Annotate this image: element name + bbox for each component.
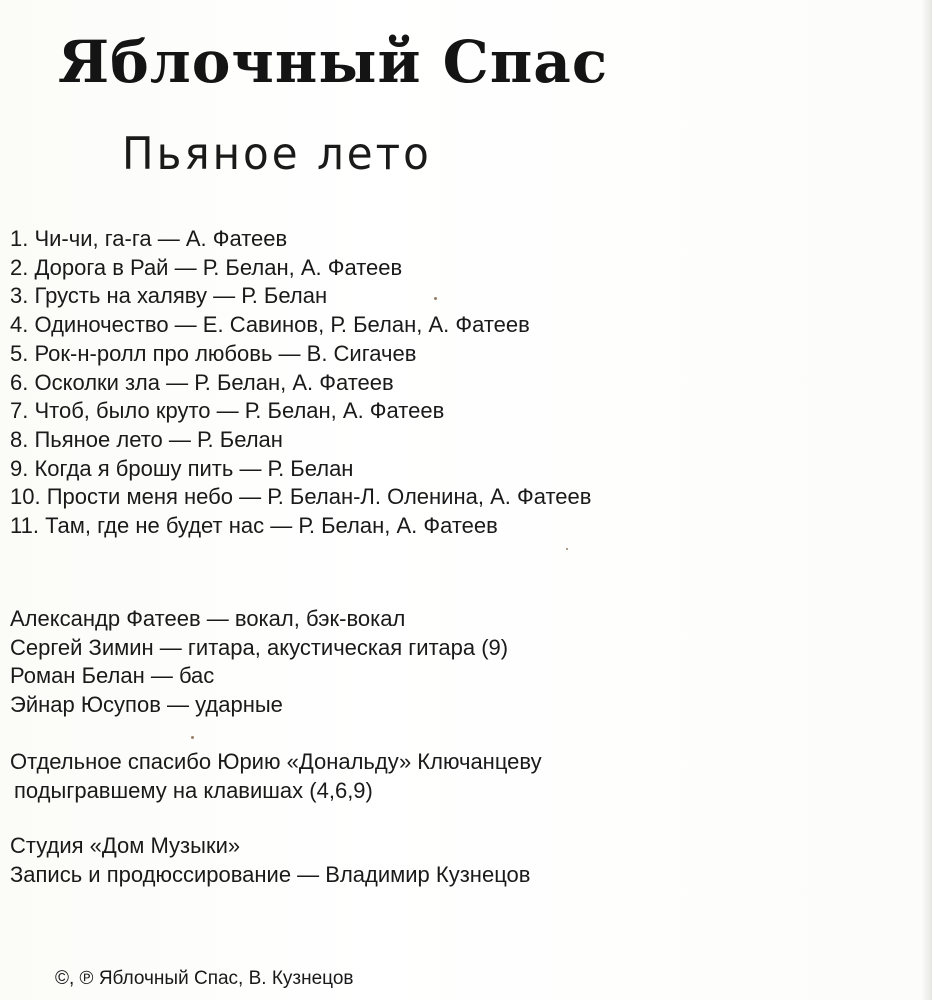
track-item: 10. Прости меня небо — Р. Белан-Л. Оленина, А. Фатеев <box>10 484 592 510</box>
tracklist <box>10 225 591 541</box>
paper-speck <box>434 297 437 300</box>
studio-credits <box>10 832 530 889</box>
paper-speck <box>566 548 568 550</box>
studio-name: Студия «Дом Музыки» <box>10 833 241 858</box>
track-item: 2. Дорога в Рай — Р. Белан, А. Фатеев <box>10 254 403 280</box>
lineup-member: Сергей Зимин — гитара, акустическая гитара (9) <box>10 634 509 660</box>
track-item: 6. Осколки зла — Р. Белан, А. Фатеев <box>10 369 394 395</box>
track-item: 7. Чтоб, было круто — Р. Белан, А. Фатеев <box>10 398 445 424</box>
track-item: 11. Там, где не будет нас — Р. Белан, А. Фатеев <box>10 513 498 539</box>
track-item: 1. Чи-чи, га-га — А. Фатеев <box>10 226 288 251</box>
band-lineup <box>10 605 508 719</box>
lineup-member: Роман Белан — бас <box>10 663 215 688</box>
track-item: 5. Рок-н-ролл про любовь — В. Сигачев <box>10 340 417 366</box>
track-item: 3. Грусть на халяву — Р. Белан <box>10 283 328 309</box>
track-item: 8. Пьяное лето — Р. Белан <box>10 426 283 452</box>
thanks-section <box>10 748 542 805</box>
production-credit: Запись и продюссирование — Владимир Кузнецов <box>10 861 531 887</box>
track-item: 4. Одиночество — Е. Савинов, Р. Белан, А. Фатеев <box>10 312 530 338</box>
band-name: Яблочный Спас <box>58 28 609 96</box>
copyright-notice: ©, ℗ Яблочный Спас, В. Кузнецов <box>55 968 354 989</box>
lineup-member: Александр Фатеев — вокал, бэк-вокал <box>10 606 406 631</box>
paper-speck <box>191 736 194 739</box>
paper-edge-shadow <box>922 0 932 1000</box>
thanks-line: Отдельное спасибо Юрию «Дональду» Ключанцеву <box>10 749 542 774</box>
track-item: 9. Когда я брошу пить — Р. Белан <box>10 455 354 481</box>
album-title: Пьяное лето <box>122 128 432 180</box>
thanks-line: подыгравшему на клавишах (4,6,9) <box>14 777 373 803</box>
lineup-member: Эйнар Юсупов — ударные <box>10 691 283 717</box>
